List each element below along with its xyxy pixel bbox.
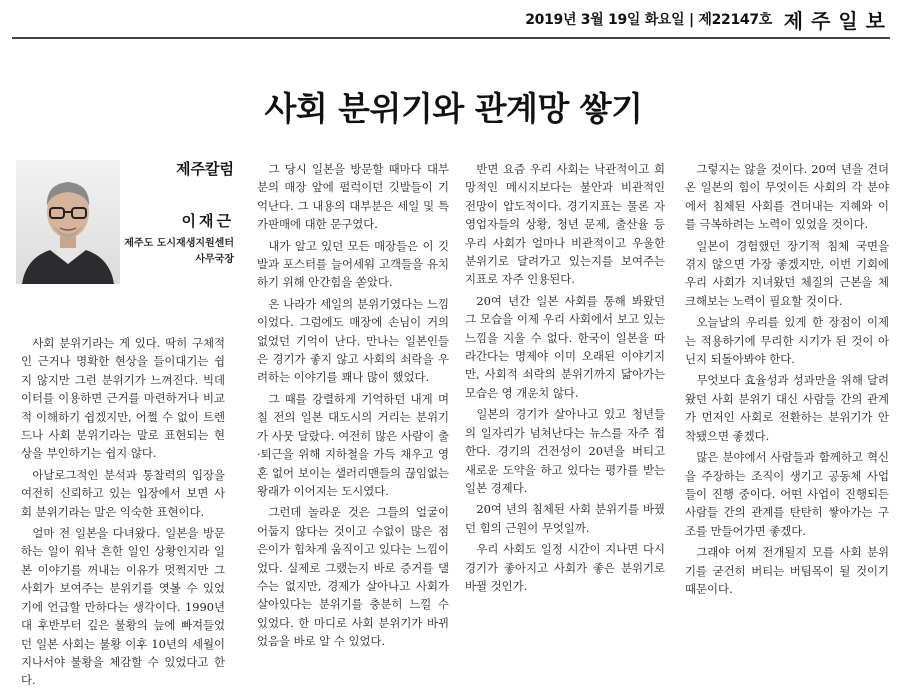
newspaper-logo: 제주일보 [783, 9, 893, 33]
author-photo [16, 160, 120, 284]
paragraph: 무엇보다 효율성과 성과만을 위해 달려왔던 사회 분위기 대신 사람들 간의 관계가 먼저인 사회로 전환하는 분위기가 안착됐으면 좋겠다. [685, 373, 889, 443]
masthead [0, 0, 907, 38]
article-column-1 [21, 334, 225, 688]
issue-date: 2019년 3월 19일 화요일 [525, 12, 685, 28]
header-rule [12, 37, 890, 39]
article-column-4 [685, 160, 889, 670]
affiliation-title: 사무국장 [195, 254, 234, 265]
paragraph: 내가 알고 있던 모든 매장들은 이 깃발과 포스터를 늘어세워 고객들을 유치하기 위해 안간힘을 쏟았다. [257, 238, 449, 290]
article-headline: 사회 분위기와 관계망 쌓기 [264, 89, 643, 128]
paragraph: 사회 분위기라는 게 있다. 딱히 구체적인 근거나 명확한 현상을 들이대기는 쉽지 않지만 그런 분위기가 느껴진다. 빅데이터를 이용하면 근거를 마련하거나 비교적 이해하기 쉽겠지만, 어쩔 수 없이 트렌드나 사회 분위기라는 말로 표현되는 현상을 부인하기는 쉽지 않다. [21, 336, 225, 461]
issue-info [525, 9, 772, 29]
paragraph: 얼마 전 일본을 다녀왔다. 일본을 방문하는 일이 워낙 흔한 일인 상황인지라 일본 이야기를 꺼내는 이유가 멋쩍지만 그 사회가 보여주는 분위기를 엿볼 수 있었기에 언급할 만하다는 생각이다. 1990년대 후반부터 깊은 불황의 늪에 빠져들었던 일본 사회는 불황 이후 10년의 세월이 지나서야 불황을 체감할 수 있었다고 한다. [21, 526, 225, 688]
author-affiliation [124, 236, 234, 268]
paragraph: 일본의 경기가 살아나고 있고 청년들의 일자리가 넘쳐난다는 뉴스를 자주 접한다. 경기의 건전성이 20년을 버티고 새로운 도약을 하고 있다는 평가를 받는 일본 경제다. [465, 407, 665, 495]
paragraph: 20여 년의 침체된 사회 분위기를 바꿨던 힘의 근원이 무엇일까. [465, 502, 665, 535]
paragraph: 그래야 어찌 전개될지 모를 사회 분위기를 굳건히 버티는 버팀목이 될 것이기 때문이다. [685, 545, 889, 596]
paragraph: 그렇지는 않을 것이다. 20여 년을 견뎌온 일본의 힘이 무엇이든 사회의 각 분야에서 침체된 사회를 견뎌내는 지혜와 이를 극복하려는 노력이 있었을 것이다. [685, 162, 889, 232]
paragraph: 반면 요즘 우리 사회는 낙관적이고 희망적인 메시지보다는 불안과 비관적인 전망이 압도적이다. 경기지표는 물론 자영업자들의 상황, 청년 문제, 출산율 등 우리 사회가 얼마나 비관적이고 우울한 분위기로 달려가고 있는지를 보여주는 지표로 자주 인용된다. [465, 162, 665, 287]
article-column-3 [465, 160, 665, 670]
column-name: 제주칼럼 [176, 160, 234, 178]
byline-block [16, 150, 238, 330]
affiliation-org: 제주도 도시재생지원센터 [124, 238, 234, 249]
paragraph: 그 당시 일본을 방문할 때마다 대부분의 매장 앞에 펄럭이던 깃발들이 기억난다. 그 내용의 대부분은 세일 및 특가판매에 대한 문구였다. [257, 162, 449, 232]
paragraph: 20여 년간 일본 사회를 통해 봐왔던 그 모습을 이제 우리 사회에서 보고 있는 느낌을 지울 수 없다. 한국이 일본을 따라간다는 명제야 이미 오래된 이야기지만, 사회적 쇠락의 분위기까지 닮아가는 모습은 영 개운치 않다. [465, 293, 665, 400]
paragraph: 아날로그적인 분석과 통찰력의 입장을 여전히 신뢰하고 있는 입장에서 보면 사회 분위기라는 말은 익숙한 표현이다. [21, 467, 225, 519]
paragraph: 우리 사회도 일정 시간이 지나면 다시 경기가 좋아지고 사회가 좋은 분위기로 바뀔 것인가. [465, 542, 665, 593]
paragraph: 오늘날의 우리를 있게 한 장점이 이제는 적용하기에 무리한 시기가 된 것이 아닌지 되돌아봐야 한다. [685, 315, 889, 367]
paragraph: 그런데 놀라운 것은 그들의 얼굴이 어둡지 않다는 것이고 수없이 많은 점은이가 힘차게 움직이고 있다는 느낌이었다. 실제로 그랬는지 바로 증거를 댈 수는 없지만, 경제가 살아나고 사회가 살아있다는 분위기를 충분히 느낄 수 있었다. 한 마디로 사회 분위기가 바뀌었음을 바로 알 수 있었다. [257, 505, 449, 649]
paragraph: 그 때를 강렬하게 기억하던 내게 며칠 전의 일본 대도시의 거리는 분위기가 사뭇 달랐다. 여전히 많은 사람이 출·퇴근을 위해 지하철을 가득 채우고 영혼 없어 보이는 샐러리맨들의 끊임없는 왕래가 이어지는 도시였다. [257, 391, 449, 498]
paragraph: 일본이 경험했던 장기적 침체 국면을 겪지 않으면 가장 좋겠지만, 이번 기회에 우리 사회가 지녀왔던 체질의 근본을 체크해보는 노력이 필요할 것이다. [685, 238, 889, 308]
issue-number: 제22147호 [698, 12, 772, 28]
separator: | [688, 12, 699, 28]
article-column-2 [257, 160, 449, 670]
author-name: 이재근 [181, 212, 234, 230]
paragraph: 온 나라가 세일의 분위기였다는 느낌이었다. 그럼에도 매장에 손님이 거의 없었던 기억이 난다. 만나는 일본인들은 경기가 좋지 않고 사회의 쇠락을 우려하는 이야기를 꽤나 많이 했었다. [257, 296, 449, 385]
paragraph: 많은 분야에서 사람들과 함께하고 혁신을 주장하는 조직이 생기고 공동체 사업들이 진행 중이다. 어떤 사업이 진행되든 사람들 간의 관계를 탄탄히 쌓아가는 구조를 만들어가면 좋겠다. [685, 450, 889, 538]
